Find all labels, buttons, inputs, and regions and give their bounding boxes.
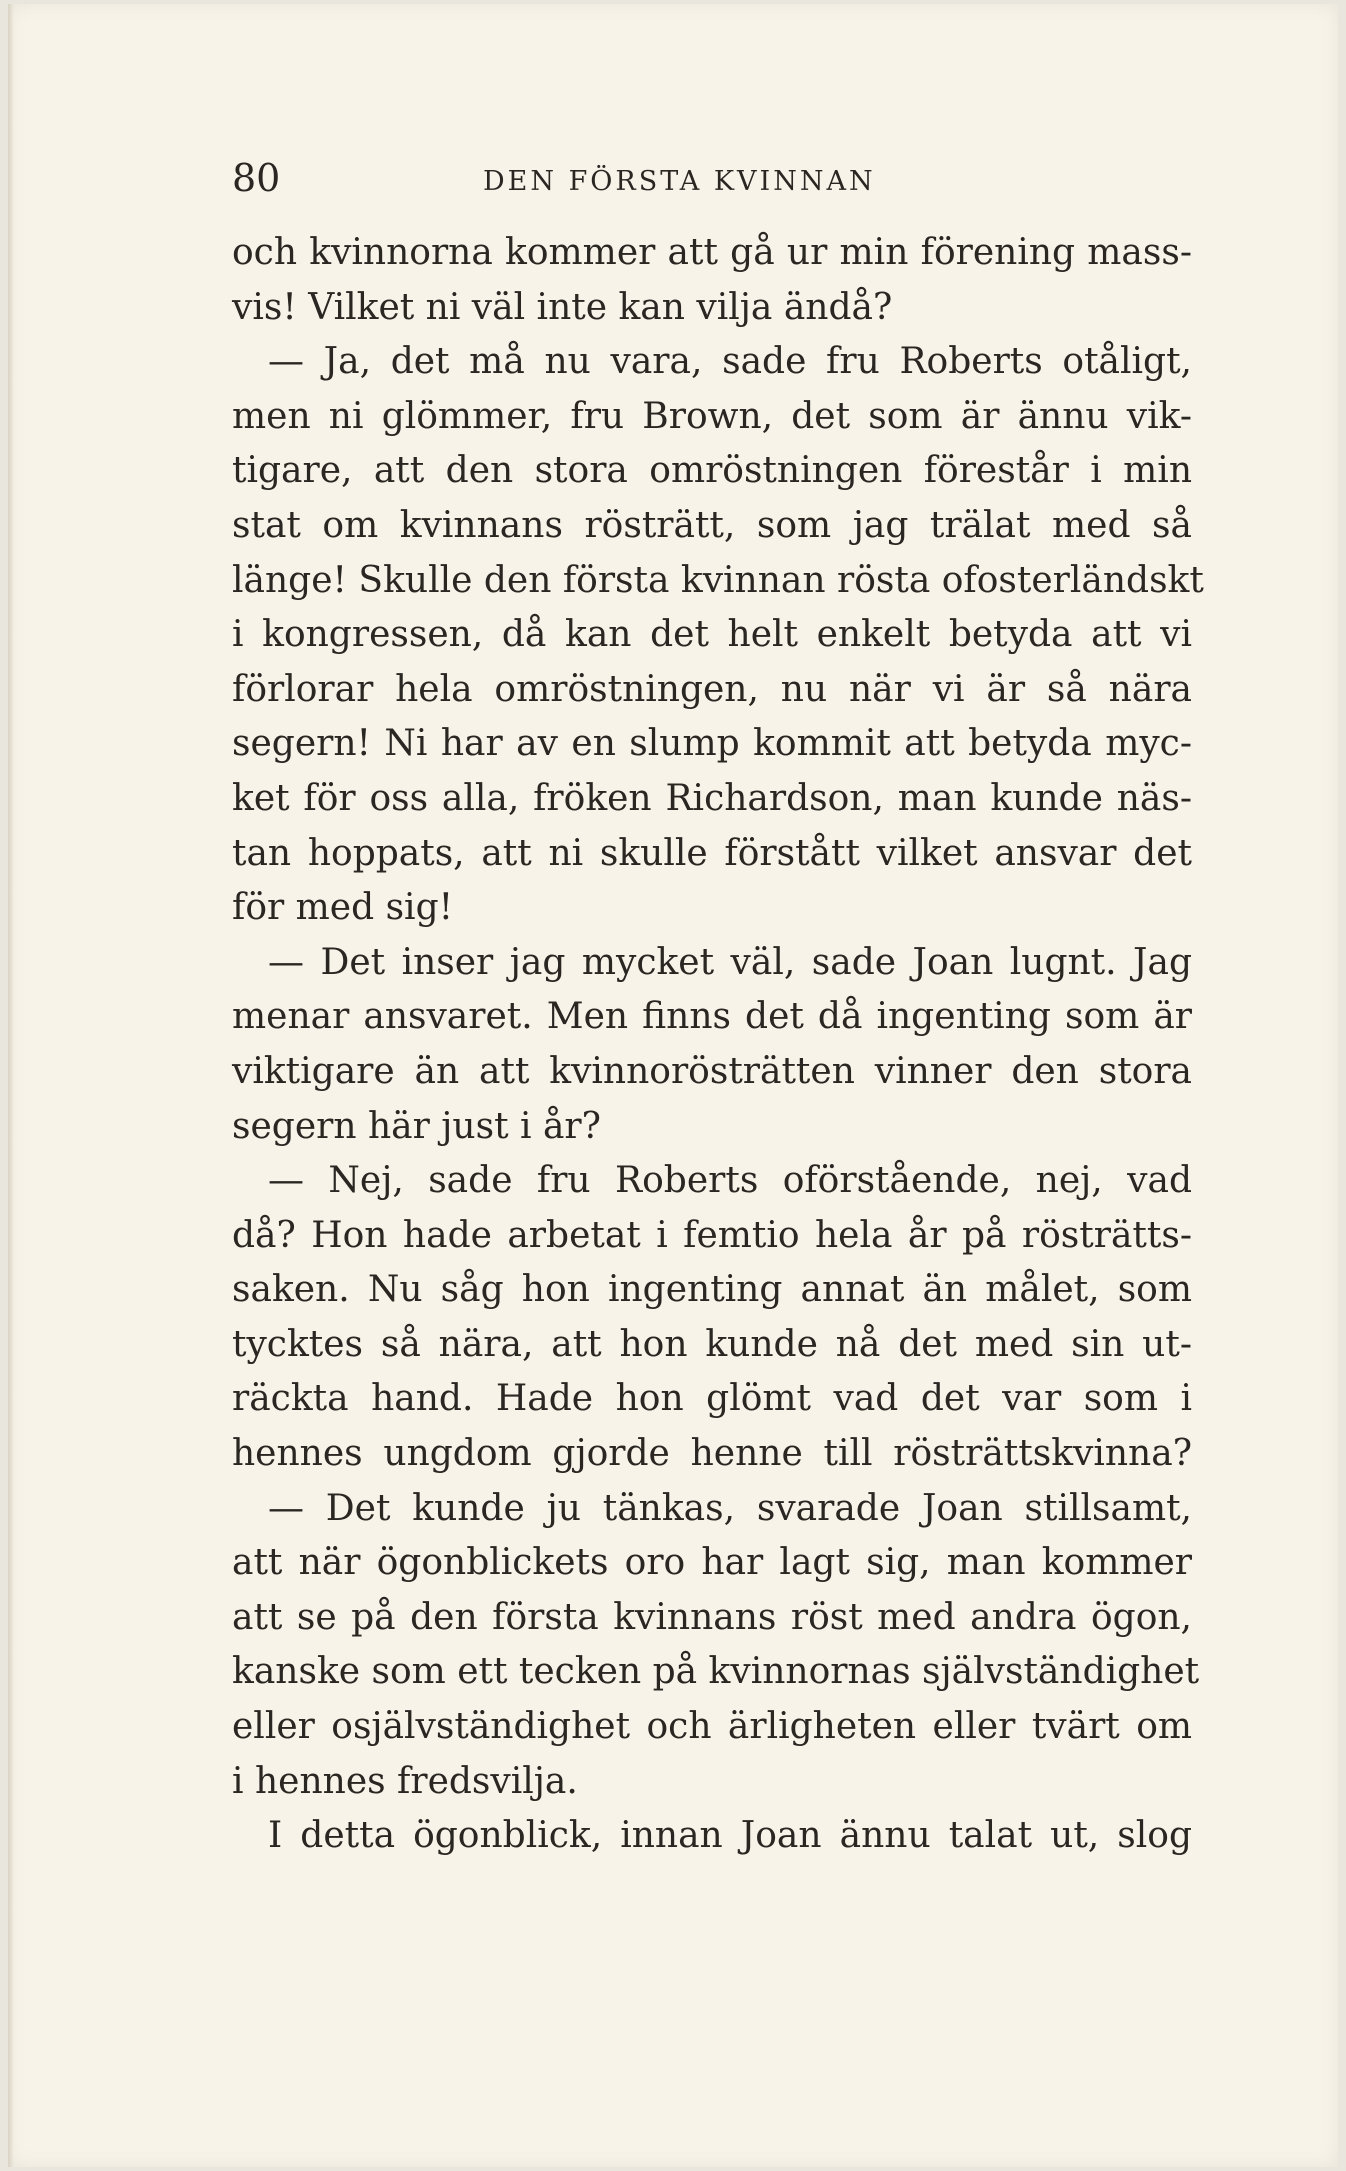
text-line: räckta hand. Hade hon glömt vad det var som i bbox=[232, 1378, 1192, 1420]
text-line: stat om kvinnans rösträtt, som jag trälat med så bbox=[232, 504, 1192, 546]
text-line: tycktes så nära, att hon kunde nå det med sin ut- bbox=[232, 1323, 1192, 1365]
text-line: menar ansvaret. Men finns det då ingenting som är bbox=[232, 996, 1192, 1038]
book-page bbox=[8, 4, 1338, 2167]
page-header bbox=[232, 156, 1192, 206]
text-line: i kongressen, då kan det helt enkelt betyda att vi bbox=[232, 614, 1192, 656]
text-line: och kvinnorna kommer att gå ur min förening mass- bbox=[232, 232, 1192, 273]
text-line: tigare, att den stora omröstningen förestår i min bbox=[232, 450, 1192, 492]
text-line: saken. Nu såg hon ingenting annat än målet, som bbox=[232, 1269, 1192, 1311]
text-line: ket för oss alla, fröken Richardson, man kunde näs- bbox=[232, 777, 1192, 819]
text-line: hennes ungdom gjorde henne till rösträttskvinna? bbox=[232, 1433, 1192, 1475]
running-head: DEN FÖRSTA KVINNAN bbox=[483, 166, 876, 197]
text-line: kanske som ett tecken på kvinnornas självständighet bbox=[232, 1651, 1200, 1693]
page-number: 80 bbox=[232, 156, 281, 200]
text-line: segern! Ni har av en slump kommit att betyda myc- bbox=[232, 723, 1192, 765]
text-line: att se på den första kvinnans röst med andra ögon, bbox=[232, 1596, 1192, 1638]
text-line: då? Hon hade arbetat i femtio hela år på rösträtts- bbox=[232, 1214, 1192, 1256]
text-line: eller osjälvständighet och ärligheten eller tvärt om bbox=[232, 1706, 1192, 1748]
text-line: men ni glömmer, fru Brown, det som är ännu vik- bbox=[232, 395, 1192, 437]
text-line: — Det kunde ju tänkas, svarade Joan stillsamt, bbox=[268, 1487, 1192, 1529]
text-line: förlorar hela omröstningen, nu när vi är så nära bbox=[232, 668, 1192, 710]
text-line: för med sig! bbox=[232, 887, 454, 929]
text-line: i hennes fredsvilja. bbox=[232, 1760, 578, 1802]
text-line: tan hoppats, att ni skulle förstått vilket ansvar det bbox=[232, 832, 1192, 874]
text-line: viktigare än att kvinnorösträtten vinner den stora bbox=[232, 1050, 1192, 1092]
text-line: — Det inser jag mycket väl, sade Joan lugnt. Jag bbox=[268, 941, 1192, 983]
text-line: I detta ögonblick, innan Joan ännu talat ut, slog bbox=[268, 1815, 1192, 1857]
text-line: — Ja, det må nu vara, sade fru Roberts otåligt, bbox=[268, 341, 1192, 383]
text-line: segern här just i år? bbox=[232, 1105, 601, 1147]
text-line: — Nej, sade fru Roberts oförstående, nej, vad bbox=[268, 1160, 1192, 1202]
text-line: vis! Vilket ni väl inte kan vilja ändå? bbox=[232, 286, 893, 328]
text-line: att när ögonblickets oro har lagt sig, man kommer bbox=[232, 1542, 1192, 1584]
body-text bbox=[232, 226, 1204, 1864]
text-line: länge! Skulle den första kvinnan rösta ofosterländskt bbox=[232, 559, 1204, 601]
page-edge-shadow bbox=[8, 4, 14, 2167]
